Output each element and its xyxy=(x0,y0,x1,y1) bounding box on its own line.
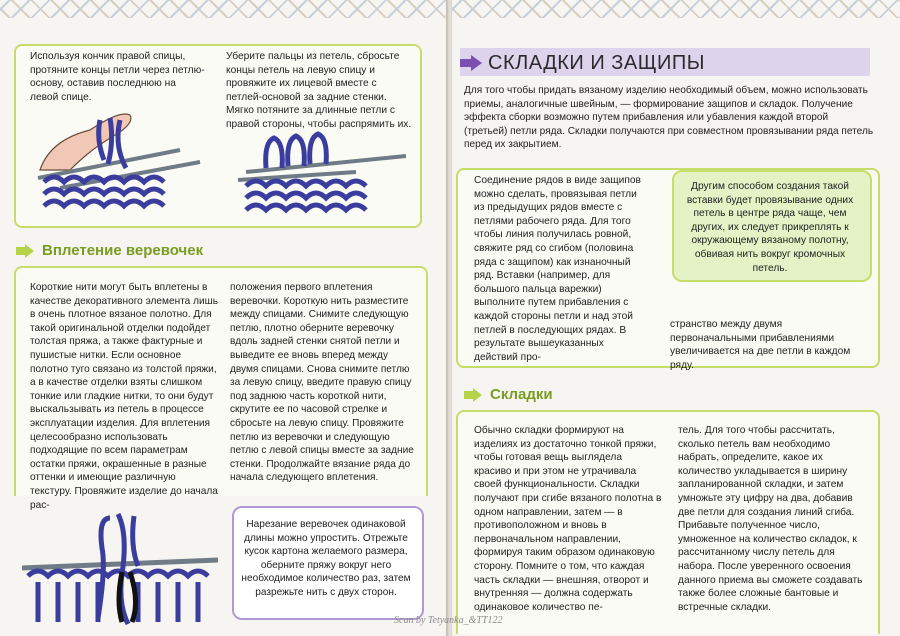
folds-col2-text: тель. Для того чтобы рассчитать, сколько петель вам необходимо набрать, определите, какое их количество укладывается в ширину запланированной складки, и затем умножьте эту цифру на два, добавив две петли для создания линий сгиба. Прибавьте полученное число, умноженное на количество складок, к рассчитанному числу петель для набора. После уверенного освоения данного приема вы сможете создавать также более сложные бантовые и встречные складки. xyxy=(678,425,863,613)
alternative-method-text: Другим способом создания такой вставки будет провязывание одних петель в центре ряда чаще, чем других, их следует прикреплять к окружающему вязаному полотну, обвивая нить вокруг кромочных петель. xyxy=(686,181,854,274)
braiding-col1-text: Короткие нити могут быть вплетены в качестве декоративного элемента лишь в очень плотное вязаное полотно. Для такой оригинальной отделки подойдет толстая пряжа, а также фактурные и пушистые нитки. Если основное полотно туго связано из толстой пряжи, а в качестве отделки взяты слишком тонкие или гладкие нитки, то они будут выскальзывать из петель в процессе эксплуатации изделия. Для вплетения целесообразно использовать подходящие по всем параметрам остатки пряжи, окрашенные в разные оттенки и имеющие различную текстуру. Провяжите изделие до начала рас- xyxy=(30,282,218,511)
right-page xyxy=(452,0,900,636)
knitting-hand-illustration xyxy=(30,100,210,218)
arrow-right-icon xyxy=(460,55,482,71)
scan-watermark: Scan by Tetyanka_&TT122 xyxy=(394,615,503,626)
braided-strands-illustration xyxy=(18,510,224,628)
tip-text: Нарезание веревочек одинаковой длины можно упростить. Отрежьте кусок картона желаемого размера, оберните пряжу вокруг него необходимое количество раз, затем разрежьте нить с двух сторон. xyxy=(241,519,411,598)
braiding-col2-text: положения первого вплетения веревочки. Короткую нить разместите между спицами. Снимите следующую петлю, плотно оберните веревочку вдоль задней стенки снятой петли и выведите ее вновь вперед между двумя спицами. Снова снимите петлю за левую спицу, введите правую спицу под заднюю часть короткой нити, скрутите ее по часовой стрелке и сбросьте на левую спицу. Провяжите петлю из веревочки и следующую петлю с левой спицы вместе за задние стенки. Продолжайте вязание ряда до начала следующего вплетения. xyxy=(230,282,414,484)
intro-text: Для того чтобы придать вязаному изделию необходимый объем, можно использовать приемы, аналогичные швейным, — формирование защипов и складок. Получение эффекта сборки возможно путем прибавления или убавления каждой второй (третьей) петли ряда. Складки получаются при совместном провязывании ряда петель перед их закрытием. xyxy=(464,85,874,151)
heading-label: Вплетение веревочек xyxy=(42,242,204,259)
step1-text: Используя кончик правой спицы, протяните концы петли через петлю-основу, оставив последнюю на левой спице. xyxy=(30,51,205,103)
folds-col1-text: Обычно складки формируют на изделиях из достаточно тонкой пряжи, чтобы готовая вещь выглядела красиво и при этом не утрачивала своей функциональности. Складки получают при сгибе вязаного полотна в одном направлении, затем — в противоположном и вновь в первоначальном направлении, формируя таким образом одинаковую сторону. Помните о том, что каждая часть складки — внешняя, отворот и внутренняя — должна содержать одинаковое количество пе- xyxy=(474,425,662,613)
arrow-right-icon xyxy=(464,388,482,402)
section-heading-folds xyxy=(464,386,553,403)
knitting-loops-illustration xyxy=(236,126,412,218)
step2-text: Уберите пальцы из петель, сбросьте концы петель на левую спицу и провяжите их лицевой вместе с петлей-основой за задние стенки. Мягко потяните за длинные петли с правой стороны, чтобы распрямить их. xyxy=(226,51,412,130)
left-page xyxy=(0,0,448,636)
page-title: СКЛАДКИ И ЗАЩИПЫ xyxy=(488,52,705,74)
decorative-chevron-border xyxy=(452,0,900,18)
tucks-col1-text: Соединение рядов в виде защипов можно сделать, провязывая петли из предыдущих рядов вместе с петлями рабочего ряда. Для того чтобы линия получилась ровной, свяжите ряд со сгибом (половина ряда с защипом) как изнаночный ряд. Вставки (например, для большого пальца варежки) выполните путем прибавления с каждой стороны петли и над этой петлей в последующих рядах. В результате вышеуказанных действий про- xyxy=(474,175,641,363)
heading-label: Складки xyxy=(490,386,553,403)
tucks-col2-text: странство между двумя первоначальными прибавлениями увеличивается на две петли в каждом ряду. xyxy=(670,319,851,371)
section-heading-braiding xyxy=(16,242,203,259)
arrow-right-icon xyxy=(16,244,34,258)
decorative-chevron-border xyxy=(0,0,448,18)
